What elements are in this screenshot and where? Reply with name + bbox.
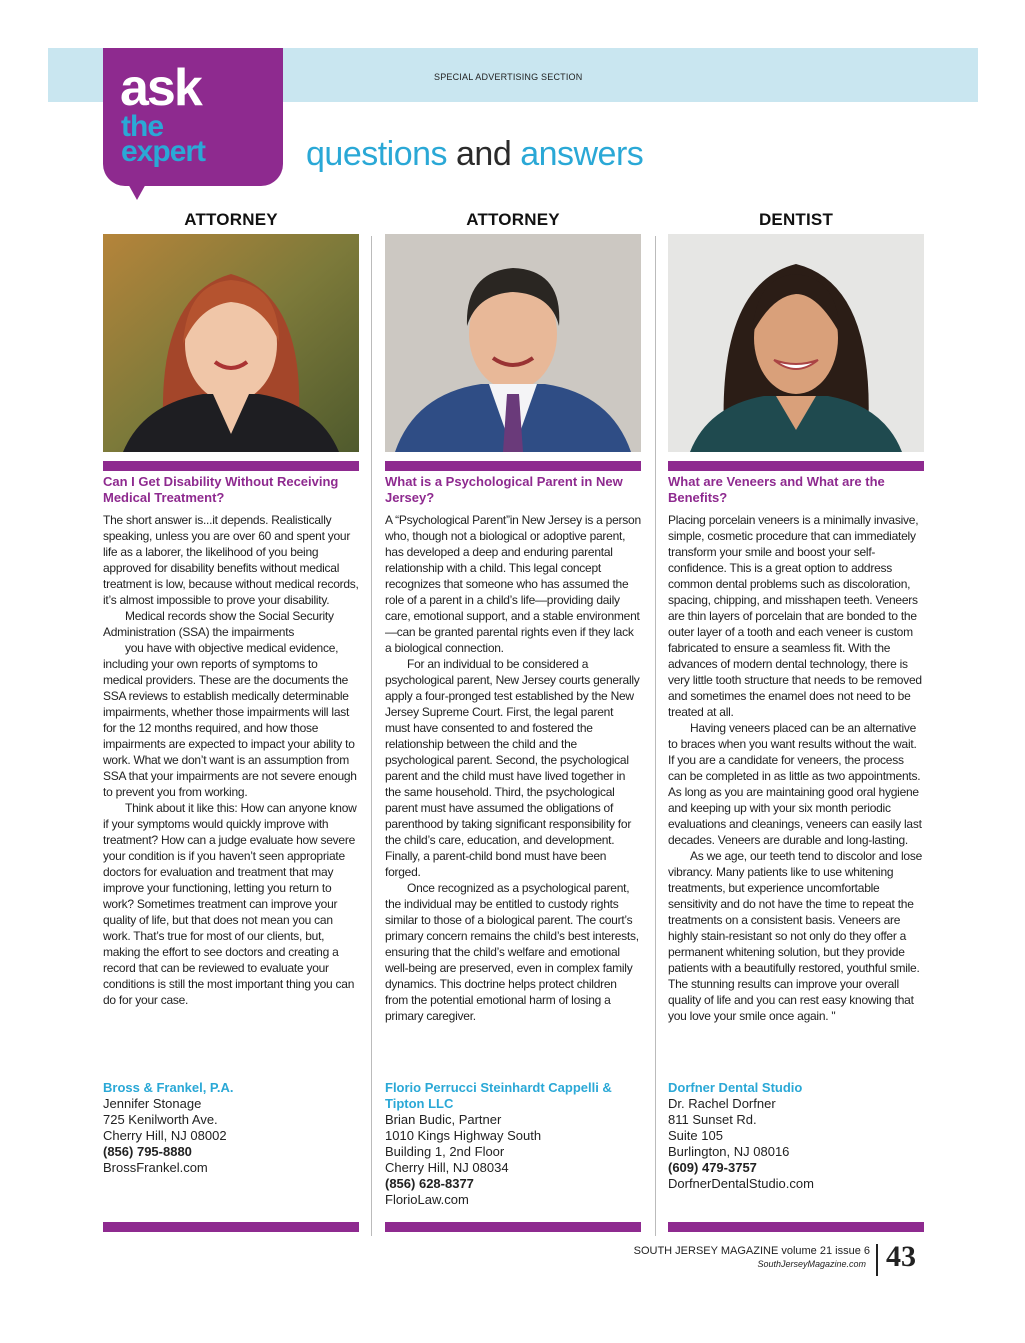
headline-word-answers: answers [520,135,644,173]
expert-column-attorney-bross [103,210,359,1175]
column-title: ATTORNEY [184,210,278,229]
contact-line: 725 Kenilworth Ave. [103,1112,218,1127]
contact-block [103,1080,359,1176]
expert-column-dentist-dorfner [668,210,924,1191]
logo-speech-tail [127,182,147,200]
contact-line: Burlington, NJ 08016 [668,1144,790,1159]
phone-number: (609) 479-3757 [668,1160,757,1175]
section-bar [103,1222,359,1232]
contact-line: 1010 Kings Highway South [385,1128,542,1143]
answer-paragraph: you have with objective medical evidence, including your own reports of symptoms to medical providers. These are the documents the SSA reviews to establish medically determinable impairments, whether those impairments will last for the 12 months required, and how those impairments are expected to impact your ability to work. What we don’t want is an assumption from SSA that your impairments are not severe enough to prevent you from working. [103,641,357,799]
answer-paragraph: A “Psychological Parent”in New Jersey is a person who, though not a biological or adoptive parent, has developed a deep and enduring parental relationship with a child. This legal concept recognizes that someone who has assumed the role of a parent in a child’s life—providing daily care, emotional support, and a stable environment—can be granted parental rights even if they lack a biological connection. [385,513,641,655]
question-heading: Can I Get Disability Without Receiving Medical Treatment? [103,474,339,505]
section-bar [385,1222,641,1232]
answer-body [385,512,641,1024]
portrait-photo-brian-budic [385,234,641,452]
question-heading: What are Veneers and What are the Benefits? [668,474,885,505]
firm-name: Florio Perrucci Steinhardt Cappelli & Tipton LLC [385,1080,612,1111]
answer-paragraph: The short answer is...it depends. Realistically speaking, unless you are over 60 and spent your life as a laborer, the likelihood of you being approved for disability benefits without medical treatment is low, because without medical records, it’s almost impossible to prove your disability. [103,513,359,607]
magazine-website[interactable]: SouthJerseyMagazine.com [757,1259,866,1269]
column-divider [655,236,656,1236]
logo-ask-text: ask [120,59,201,117]
firm-name: Dorfner Dental Studio [668,1080,803,1095]
answer-body [668,512,924,1024]
contact-line: Cherry Hill, NJ 08002 [103,1128,227,1143]
column-title: DENTIST [758,210,834,229]
contact-line: Building 1, 2nd Floor [385,1144,505,1159]
website-link[interactable]: BrossFrankel.com [103,1160,208,1175]
section-bar [385,461,641,471]
logo-expert-text: expert [121,135,206,168]
contact-line: Dr. Rachel Dorfner [668,1096,776,1111]
page-number: 43 [886,1240,916,1273]
section-bar [668,1222,924,1232]
phone-number: (856) 628-8377 [385,1176,474,1191]
answer-paragraph: Think about it like this: How can anyone know if your symptoms would quickly improve with treatment? How can a judge evaluate how severe your condition is if you haven’t seen appropriate doctors for evaluation and treatment that may improve your functioning, letting you return to work? Sometimes treatment can improve your quality of life, but that does not mean you can work. That’s true for most of our clients, but, making the effort to see doctors and creating a record that can be reviewed to evaluate your conditions is still the most important thing you can do for your case. [103,801,357,1007]
section-bar [103,461,359,471]
footer-divider [876,1244,878,1276]
portrait-photo-jennifer-stonage [103,234,359,452]
page-headline [306,134,643,174]
contact-block [668,1080,924,1192]
contact-line: Cherry Hill, NJ 08034 [385,1160,509,1175]
answer-paragraph: Once recognized as a psychological parent, the individual may be entitled to custody rights similar to those of a biological parent. The court’s primary concern remains the child’s best interests, ensuring that the child’s welfare and emotional well-being are preserved, even in complex family dynamics. This doctrine helps protect children from the potential emotional harm of losing a primary caregiver. [385,881,639,1023]
answer-paragraph: As we age, our teeth tend to discolor and lose vibrancy. Many patients like to use whitening treatments, but experience uncomfortable sensitivity and do not have the time to repeat the treatments on a consistent basis. Veneers are highly stain-resistant so not only do they offer a permanent whitening solution, but they provide patients with a beautifully restored, youthful smile. The stunning results can improve your overall quality of life and you can rest easy knowing that you love your smile once again. " [668,849,922,1023]
question-heading: What is a Psychological Parent in New Jersey? [385,474,623,505]
answer-paragraph: Placing porcelain veneers is a minimally invasive, simple, cosmetic procedure that can immediately transform your smile and boost your self-confidence. This is a great option to address common dental problems such as discoloration, spacing, chipping, and misshapen teeth. Veneers are thin layers of porcelain that are bonded to the outer layer of a tooth and each veneer is custom fabricated to ensure a seamless fit. With the advances of modern dental technology, there is very little tooth structure that needs to be removed and sometimes the enamel does not need to be treated at all. [668,513,922,719]
firm-name: Bross & Frankel, P.A. [103,1080,234,1095]
column-title: ATTORNEY [466,210,560,229]
special-section-label: SPECIAL ADVERTISING SECTION [434,72,583,82]
answer-body [103,512,359,1008]
section-bar [668,461,924,471]
column-divider [371,236,372,1236]
logo-the-text: the [121,110,163,143]
contact-line: Suite 105 [668,1128,723,1143]
magazine-issue-line: SOUTH JERSEY MAGAZINE volume 21 issue 6 [633,1245,870,1257]
answer-paragraph: For an individual to be considered a psychological parent, New Jersey courts generally apply a four-pronged test established by the New Jersey Supreme Court. First, the legal parent must have consented to and fostered the relationship between the child and the psychological parent. Second, the psychological parent and the child must have lived together in the same household. Third, the psychological parent must have assumed the obligations of parenthood by taking significant responsibility for the child’s care, education, and development. Finally, a parent-child bond must have been forged. [385,657,640,879]
portrait-photo-rachel-dorfner [668,234,924,452]
expert-column-attorney-florio [385,210,641,1207]
answer-paragraph: Medical records show the Social Security Administration (SSA) the impairments [103,609,334,639]
contact-line: Brian Budic, Partner [385,1112,502,1127]
phone-number: (856) 795-8880 [103,1144,192,1159]
headline-word-questions: questions [306,135,448,173]
headline-word-and: and [456,135,512,173]
contact-block [385,1080,641,1208]
website-link[interactable]: FlorioLaw.com [385,1192,469,1207]
contact-line: Jennifer Stonage [103,1096,202,1111]
website-link[interactable]: DorfnerDentalStudio.com [668,1176,814,1191]
answer-paragraph: Having veneers placed can be an alternative to braces when you want results without the wait. If you are a candidate for veneers, the process can be completed in as little as two appointments. As long as you are maintaining good oral hygiene and keeping up with your six month periodic evaluations and cleanings, veneers can easily last decades. Veneers are durable and long-lasting. [668,721,922,847]
contact-line: 811 Sunset Rd. [668,1112,757,1127]
